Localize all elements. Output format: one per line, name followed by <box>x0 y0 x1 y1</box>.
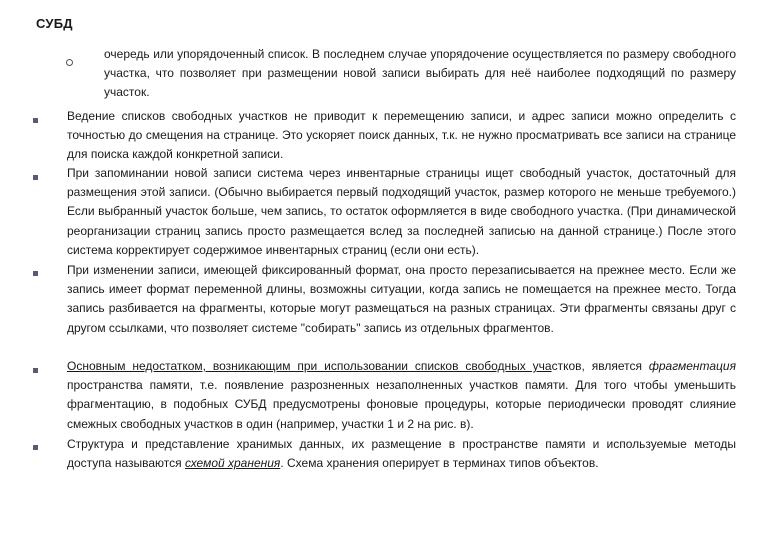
page-title: СУБД <box>36 16 73 31</box>
bullet-marker <box>33 271 38 276</box>
sub-bullet-marker <box>66 59 73 66</box>
list-item: При запоминании новой записи система через инвентарные страницы ищет свободный участок, достаточный для размещения этой записи. (Обычно выбирается первый подходящий участок, размер которого не меньше требуемого.) Если выбранный участок больше, чем запись, то остаток оформляется в виде свободного участка. (При динамической реорганизации страниц запись просто размещается вслед за последней записью на данной странице.) После этого система корректирует содержимое инвентарных страниц (если они есть). <box>67 166 736 257</box>
bullet-marker <box>33 368 38 373</box>
list-item <box>67 435 736 473</box>
sub-item-text: очередь или упорядоченный список. В последнем случае упорядочение осуществляется по размеру свободного участка, что позволяет при размещении новой записи выбирать для неё наиболее подходящий по размеру участок. <box>104 47 736 100</box>
list-item: При изменении записи, имеющей фиксированный формат, она просто перезаписывается на прежнее место. Если же запись имеет формат переменной длины, возможны ситуации, когда запись не помещается на прежнее место. Тогда запись разбивается на фрагменты, которые могут размещаться на разных страницах. Эти фрагменты связаны друг с другом ссылками, что позволяет системе "собирать" запись из отдельных фрагментов. <box>67 263 736 335</box>
list-item: Ведение списков свободных участков не приводит к перемещению записи, и адрес записи можно определить с точностью до смещения на странице. Это ускоряет поиск данных, т.к. не нужно просматривать все записи на странице для поиска каждой конкретной записи. <box>67 109 736 162</box>
text-fragment: Структура и представление хранимых данных, их размещение в пространстве памяти и используемые методы доступа называются <box>67 437 736 471</box>
italic-underlined-term: схемой хранения <box>184 456 281 471</box>
bullet-marker <box>33 118 38 123</box>
underlined-phrase: Основным недостатком, возникающим при использовании списков свободных уча <box>67 359 552 373</box>
text-fragment: . Схема хранения оперирует в терминах типов объектов. <box>280 456 599 471</box>
bullet-marker <box>33 175 38 180</box>
bullet-marker <box>33 445 38 450</box>
italic-term: фрагментация <box>648 359 736 373</box>
text-fragment: стков, является <box>551 359 649 373</box>
text-fragment: пространства памяти, т.е. появление разрозненных незаполненных участков памяти. Для того чтобы уменьшить фрагментацию, в подобных СУБД предусмотрены фоновые процедуры, которые периодически проводят слияние смежных свободных участков в один (например, участки 1 и 2 на рис. в). <box>67 378 736 431</box>
list-item <box>67 357 736 434</box>
